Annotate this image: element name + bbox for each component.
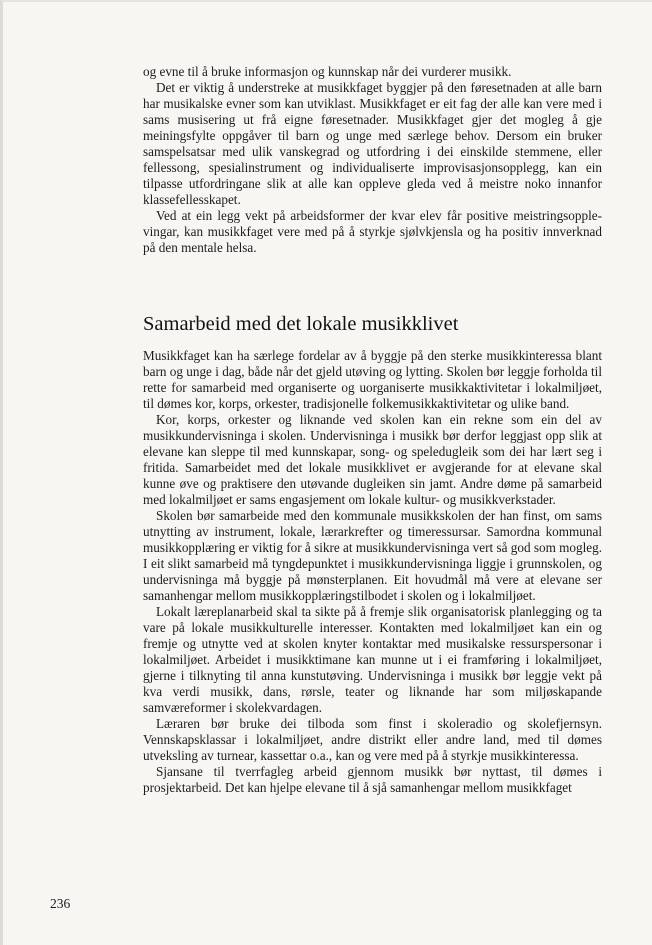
paragraph: Ved at ein legg vekt på arbeidsformer der kvar elev får positive meistringsopplevingar, kan musikkfaget vere med på å styrkje sjølvkjensla og ha positiv innverknad på den mentale helsa.: [143, 208, 602, 255]
paragraph: Lokalt læreplanarbeid skal ta sikte på å fremje slik organisatorisk planlegging og ta vare på lokale musikkulturelle interesser. Kontakten med lokalmiljøet kan ein og fremje og utnytte ved at skolen knyter kontaktar med musikalske ressurspersonar i lokalmiljøet. Arbeidet i musikktimane kan munne ut i ei framføring i lokalmiljøet, gjerne i tilknyting til anna kunstutøving. Undervisninga i musikk bør leggje vekt på kva verdi musikk, dans, rørsle, teater og liknande har som miljøskapande samværeformer i skolekvardagen.: [143, 604, 602, 715]
section-heading: Samarbeid med det lokale musikklivet: [143, 313, 459, 335]
top-text-block: [143, 64, 602, 256]
paragraph: Sjansane til tverrfagleg arbeid gjennom musikk bør nyttast, til dømes i prosjektarbeid. Det kan hjelpe elevane til å sjå samanhengar mellom musikkfaget: [143, 764, 602, 795]
page-number: 236: [50, 896, 71, 911]
paragraph: Musikkfaget kan ha særlege fordelar av å byggje på den sterke musikkinteressa blant barn og unge i dag, både når det gjeld utøving og lytting. Skolen bør leggje forholda til rette for samarbeid med organiserte og uorganiserte musikkaktivitetar i lokalmiljøet, til dømes kor, korps, orkester, tradisjonelle folkemusikkaktivitetar og ulike band.: [143, 348, 602, 411]
paragraph: Skolen bør samarbeide med den kommunale musikkskolen der han finst, om sams utnytting av instrument, lokale, lærarkrefter og timeressursar. Samordna kommunal musikkopplæring er viktig for å sikre at musikkundervisninga vert så god som mogleg. I eit slikt samarbeid må tyngdepunktet i musikkundervisninga liggje i grunnskolen, og undervisninga må byggje på mønsterplanen. Eit hovudmål må vere at elevane ser samanhengar mellom musikkopplæringstilbodet i skolen og i lokalmiljøet.: [143, 508, 602, 603]
paragraph: Læraren bør bruke dei tilboda som finst i skoleradio og skolefjernsyn. Vennskapsklassar i lokalmiljøet, andre distrikt eller andre land, med til dømes utveksling av turnear, kassettar o.a., kan og vere med på å styrkje musikkinteressa.: [143, 716, 602, 763]
section-text-block: [143, 348, 602, 796]
paragraph-continuation: og evne til å bruke informasjon og kunnskap når dei vurderer musikk.: [143, 64, 512, 79]
paragraph: Kor, korps, orkester og liknande ved skolen kan ein rekne som ein del av musikkundervisninga i skolen. Undervisninga i musikk bør derfor leggjast opp slik at elevane kan sleppe til med kunnskapar, song- og speledugleik som dei har lært seg i fritida. Samarbeidet med det lokale musikklivet er avgjerande for at elevane skal kunne øve og praktisere den utøvande dugleiken sin jamt. Andre døme på samarbeid med lokalmiljøet er sams engasjement om lokale kultur- og musikkverkstader.: [143, 412, 602, 507]
paragraph: Det er viktig å understreke at musikkfaget byggjer på den føresetnaden at alle barn har musikalske evner som kan utviklast. Musikkfaget er eit fag der alle kan vere med i sams musisering ut frå eigne føresetnader. Musikkfaget gjer det mogleg å gje meiningsfylte oppgåver til barn og unge med særlege behov. Dersom ein bruker samspelsatsar med ulik vanskegrad og utfordring i dei einskilde stemmene, eller fellessong, spesialinstrument og individualiserte improvisasjonsopplegg, kan ein tilpasse utfordringane slik at alle kan oppleve gleda ved å meistre noko innanfor klassefellesskapet.: [143, 80, 602, 207]
